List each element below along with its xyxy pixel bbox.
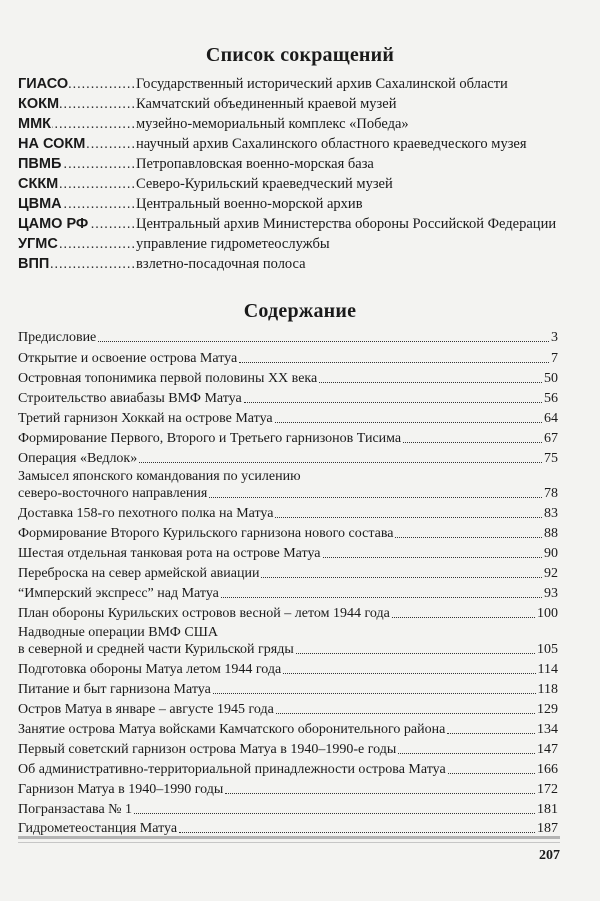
toc-entry-title: Подготовка обороны Матуа летом 1944 года (18, 662, 282, 677)
toc-entry-title: Первый советский гарнизон острова Матуа в 1940–1990-е годы (18, 742, 397, 757)
toc-entry-page: 147 (537, 742, 558, 757)
abbreviation-value: Государственный исторический архив Сахалинской области (136, 76, 508, 92)
abbreviation-row (18, 154, 578, 174)
abbreviation-value: управление гидрометеослужбы (136, 236, 330, 252)
toc-entry (18, 545, 558, 562)
toc-entry (18, 525, 558, 542)
abbreviation-key: ВПП ..... (18, 254, 136, 274)
toc-entry-page: 93 (544, 586, 558, 601)
toc-entry-page: 118 (537, 682, 558, 697)
toc-entry (18, 450, 558, 467)
toc-entry-page: 83 (544, 506, 558, 521)
toc-entry-page: 78 (544, 486, 558, 501)
abbreviation-value: Петропавловская военно-морская база (136, 156, 374, 172)
toc-entry (18, 505, 558, 522)
toc-entry (18, 801, 558, 818)
abbreviation-row (18, 74, 578, 94)
toc-entry-title: Открытие и освоение острова Матуа (18, 351, 238, 366)
toc-entry-title-line1: Замысел японского командования по усилению (18, 469, 301, 484)
toc-entry-title: Питание и быт гарнизона Матуа (18, 682, 211, 697)
toc-entry-page: 7 (551, 351, 558, 366)
toc-entry-page: 181 (537, 802, 558, 817)
toc-entry-title: Доставка 158-го пехотного полка на Матуа (18, 506, 274, 521)
toc-entry-title: Остров Матуа в январе – августе 1945 года (18, 702, 274, 717)
abbreviation-row (18, 254, 578, 274)
footer-rule (18, 836, 560, 839)
toc-entry (18, 681, 558, 698)
toc-entry (18, 410, 558, 427)
abbreviation-key: ПВМБ ..... (18, 154, 136, 174)
toc-entry-title-line1: Надводные операции ВМФ США (18, 625, 218, 640)
toc-entry (18, 741, 558, 758)
toc-entry-title: Строительство авиабазы ВМФ Матуа (18, 391, 242, 406)
toc-entry-page: 166 (537, 762, 558, 777)
toc-entry-page: 75 (544, 451, 558, 466)
toc-entry-page: 105 (537, 642, 558, 657)
toc-entry (18, 781, 558, 798)
toc-entry (18, 701, 558, 718)
toc-entry-title: Занятие острова Матуа войсками Камчатского оборонительного района (18, 722, 446, 737)
toc-entry (18, 370, 558, 387)
toc-entry-title: северо-восточного направления (18, 486, 208, 501)
toc-entry-page: 3 (551, 330, 558, 345)
toc-entry-page: 50 (544, 371, 558, 386)
toc-entry-title: Об административно-территориальной принадлежности острова Матуа (18, 762, 446, 777)
abbreviation-row (18, 134, 578, 154)
abbreviation-row (18, 114, 578, 134)
toc-entry (18, 585, 558, 602)
abbreviation-row (18, 234, 578, 254)
toc-entry-title: Формирование Второго Курильского гарнизона нового состава (18, 526, 394, 541)
abbreviation-key: ЦВМА ..... (18, 194, 136, 214)
contents-heading: Содержание (243, 300, 357, 322)
abbreviation-key: НА СОКМ ..... (18, 134, 136, 154)
toc-entry (18, 721, 558, 738)
toc-entry-title: Островная топонимика первой половины XX века (18, 371, 318, 386)
toc-entry-title: Операция «Ведлок» (18, 451, 138, 466)
abbreviation-key: ГИАСО ..... (18, 74, 136, 94)
toc-entry-page: 172 (537, 782, 558, 797)
toc-entry-page: 134 (537, 722, 558, 737)
toc-entry (18, 565, 558, 582)
abbreviation-value: музейно-мемориальный комплекс «Победа» (136, 116, 409, 132)
toc-entry-title: Гарнизон Матуа в 1940–1990 годы (18, 782, 224, 797)
toc-entry-page: 88 (544, 526, 558, 541)
toc-entry (18, 605, 558, 622)
abbreviation-value: Центральный военно-морской архив (136, 196, 363, 212)
toc-entry-page: 92 (544, 566, 558, 581)
abbreviation-key: УГМС ..... (18, 234, 136, 254)
abbreviation-value: Камчатский объединенный краевой музей (136, 96, 397, 112)
toc-entry-page: 187 (537, 821, 558, 836)
toc-entry-title: “Имперский экспресс” над Матуа (18, 586, 219, 601)
toc-entry-title: План обороны Курильских островов весной – летом 1944 года (18, 606, 390, 621)
abbreviation-key: СККМ ..... (18, 174, 136, 194)
abbreviation-row (18, 174, 578, 194)
abbreviation-key: КОКМ ..... (18, 94, 136, 114)
toc-entry-page: 129 (537, 702, 558, 717)
abbreviation-key: ЦАМО РФ ..... (18, 214, 136, 234)
toc-entry-title: Третий гарнизон Хоккай на острове Матуа (18, 411, 273, 426)
toc-entry (18, 661, 558, 678)
abbreviation-row (18, 214, 578, 234)
toc-entry (18, 390, 558, 407)
toc-entry-title: Формирование Первого, Второго и Третьего гарнизонов Тисима (18, 431, 402, 446)
toc-entry (18, 430, 558, 447)
toc-entry-page: 114 (537, 662, 558, 677)
toc-entry (18, 761, 558, 778)
toc-entry-title: в северной и средней части Курильской гряды (18, 642, 294, 657)
toc-entry-page: 64 (544, 411, 558, 426)
page-number: 207 (539, 848, 560, 863)
toc-entry-page: 90 (544, 546, 558, 561)
toc-entry (18, 350, 558, 367)
abbreviations-heading: Список сокращений (205, 44, 395, 66)
toc-entry-page: 100 (537, 606, 558, 621)
footer-rule-thin (18, 842, 560, 843)
toc-entry (18, 820, 558, 837)
toc-entry-title: Предисловие (18, 330, 97, 345)
abbreviation-value: Центральный архив Министерства обороны Российской Федерации (136, 216, 557, 232)
toc-entry-title: Переброска на север армейской авиации (18, 566, 260, 581)
abbreviation-value: научный архив Сахалинского областного краеведческого музея (136, 136, 527, 152)
abbreviation-key: ММК ..... (18, 114, 136, 134)
abbreviation-value: Северо-Курильский краеведческий музей (136, 176, 393, 192)
toc-entry (18, 468, 558, 502)
abbreviation-row (18, 94, 578, 114)
toc-entry-page: 56 (544, 391, 558, 406)
toc-entry-page: 67 (544, 431, 558, 446)
abbreviation-row (18, 194, 578, 214)
toc-entry-title: Погранзастава № 1 (18, 802, 133, 817)
toc-entry (18, 624, 558, 658)
toc-entry-title: Шестая отдельная танковая рота на острове Матуа (18, 546, 321, 561)
toc-entry (18, 329, 558, 346)
toc-entry-title: Гидрометеостанция Матуа (18, 821, 178, 836)
abbreviation-value: взлетно-посадочная полоса (136, 256, 306, 272)
